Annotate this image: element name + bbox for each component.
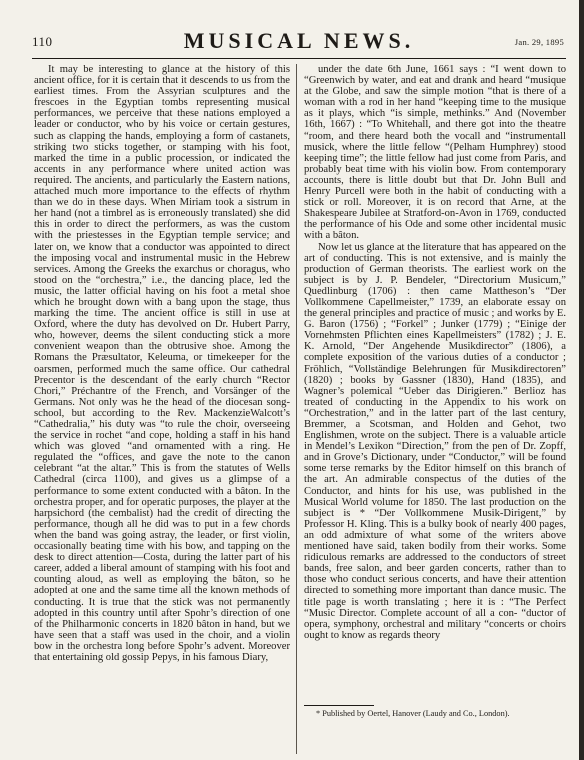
masthead-title: MUSICAL NEWS. [183,28,415,53]
issue-date: Jan. 29, 1895 [514,37,564,47]
footnote-rule [304,705,374,706]
article-paragraph: It may be interesting to glance at the history of this ancient office, for it is certain that it descends to us from the earliest times. From the Assyrian sculptures and the frescoes in the Egyptian tombs representing musical performances, we perceive that these nations employed a leader or conductor, who by his voice or certain gestures, such as clapping the hands, employing a form of castanets, striking two sticks together, or stamping with his foot, marked the time in a public procession, or indicated the accents in any performance where united action was required. The ancients, and particularly the Eastern nations, attached much more importance to the effects of rhythm than we do in these days. When Miriam took a sistrum in her hand (not a timbrel as is erroneously translated) she did this in order to direct the performers, as was the custom with the priestesses in the Egyptian temple service; and later on, we know that a conductor was appointed to direct the imposing vocal and instrumental music in the Hebrew services. Among the Greeks the exarchus or choragus, who stood on the “orchestra,” i.e., the dancing place, led the music, the latter official having on his foot a metal shoe which he brought down with a bang upon the stage, thus marking the time. The ancient office is still in use at Oxford, where the duty has devolved on Dr. Hubert Parry, who, however, deems the silent conducting stick a more convenient weapon than the obtrusive shoe. Among the Romans the Præsultator, Keleuma, or timekeeper for the oarsmen, performed much the same office. Our cathedral Precentor is the descendant of the early church “Rector Chori,” Préchantre of the French, and Vorsänger of the Germans. Not only was he the head of the diocesan song-school, but according to the Rev. MackenzieWalcott’s “Cathedralia,” his duty was “to rule the choir, overseeing the service in rochet “and cope, holding a staff in his hand which was gloved “and ornamented with a ring. He regulated the “offices, and gave the note to the canon celebrant “at the altar.” This is from the statutes of Wells Cathedral (circa 1100), and gives us a glimpse of a performance to some extent conducted with a bâton. In the orchestra proper, and for operatic purposes, the player at the harpsichord (the cembalist) had the credit of directing the performance, though all he did was to put in a few chords when the band was going astray, the leader, or first violin, occasionally beating time with his bow, and tapping on the desk to direct attention—Costa, during the latter part of his career, added a liberal amount of stamping with his foot and counting aloud, as well as employing the bâton, so he adopted at one and the same time all the known methods of conducting. It is true that the stick was not permanently adopted in this country until after Spohr’s direction of one of the Philharmonic concerts in 1820 bâton in hand, but we have seen that a staff was used in the choir, and a violin bow in the orchestra long before Spohr’s advent. Moreover that entertaining old gossip Pepys, in his famous Diary, [34,64,290,663]
page-header [32,28,566,56]
header-rule [32,58,566,59]
article-paragraph: Now let us glance at the literature that has appeared on the art of conducting. This is not extensive, and is mainly the production of German theorists. The earliest work on the subject is by J. P. Bendeler, “Directorium Musicum,” Quedlinburg (1706) : then came Mattheson’s “Der Vollkommene Capellmeister,” 1739, an elaborate essay on the general principles and practice of music ; and works by E. G. Baron (1756) ; “Forkel” ; Junker (1779) ; “Einige der Vornehmsten Pflichten eines Kapellmeisters” (1782) ; J. E. K. Arnold, “Der Angehende Musikdirector” (1806), a complete exposition of the various duties of a conductor ; Fröhlich, “Vollständige Belehrungen für Musikdirectoren” (1820) ; books by Gassner (1830), Hand (1835), and Wagner’s polemical “Ueber das Dirigieren.” Berlioz has treated of conducting in the Appendix to his work on “Orchestration,” and in the latter part of the last century, Bremmer, a Scotsman, and Holden and Gehot, two Englishmen, wrote on the subject. There is a valuable article in Mendel’s Lexikon “Direction,” from the pen of Dr. Zopff, and in Grove’s Dictionary, under “Conductor,” will be found some terse remarks by the Editor himself on this branch of the art. An admirable conspectus of the duties of the Conductor, and hints for his use, was published in the Musical World volume for 1850. The last production on the subject is * “Der Vollkommene Musik-Dirigent,” by Professor H. Kling. This is a bulky book of nearly 400 pages, an odd admixture of what some of the writers above mentioned have said, taken bodily from their works. Some ridiculous remarks are addressed to the conductors of street bands, free salon, and beer garden concerts, rather than to those who conduct serious concerts, and have their attention directed to something more important than dance music. The title page is worth translating ; here it is : “The Perfect “Music Director. Complete account of all a con- “ductor of opera, symphony, orchestral and military “concerts or choirs ought to know as regards theory [304,241,566,641]
page-edge-shadow [579,0,584,760]
page-number: 110 [32,34,53,49]
column-right [304,64,566,756]
column-left [34,64,290,756]
column-divider [296,64,297,754]
article-paragraph: under the date 6th June, 1661 says : “I went down to “Greenwich by water, and eat and drank and heard “musique at the Globe, and saw the simple motion “that is there of a woman with a rod in her hand “keeping time to the musique as it plays, which “is simple, methinks.” And (November 16th, 1667) : “To Whitehall, and there got into the theatre “room, and there heard both the vocall and “instrumentall musick, where the little fellow “(Pelham Humphrey) stood keeping time”; the little fellow had just come from Paris, and probably beat time with his violin bow. From contemporary accounts, there is little doubt but that Dr. John Bull and Henry Purcell were both in the habit of conducting with a stick or roll. Moreover, it is on record that Arne, at the Shakespeare Jubilee at Stratford-on-Avon in 1769, conducted the performance of his Ode and some other incidental music with a bâton. [304,64,566,242]
footnote: * Published by Oertel, Hanover (Laudy and Co., London). [316,709,510,718]
